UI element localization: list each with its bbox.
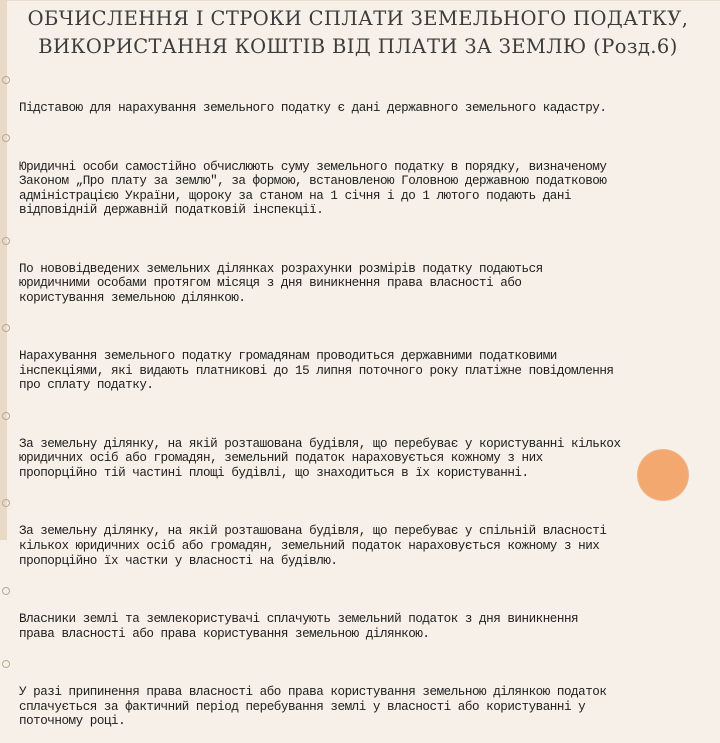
bullet-text: По нововідведених земельних ділянках розрахунки розмірів податку подаються юридичними особами протягом місяця з дня виникнення права власності або користування земельною ділянкою. (19, 261, 543, 305)
bullet-item (0, 233, 720, 321)
bullet-text: Підставою для нарахування земельного податку є дані державного земельного кадастру. (19, 101, 607, 116)
bullet-item (0, 320, 720, 408)
bullet-marker-icon (2, 76, 10, 84)
bullet-text: Власники землі та землекористувачі сплачують земельний податок з дня виникнення права власності або права користування земельною ділянкою. (19, 611, 579, 641)
slide-title: ОБЧИСЛЕННЯ І СТРОКИ СПЛАТИ ЗЕМЕЛЬНОГО ПОДАТКУ, ВИКОРИСТАННЯ КОШТІВ ВІД ПЛАТИ ЗА ЗЕМЛЮ (Розд.6) (27, 7, 689, 58)
bullet-text: За земельну ділянку, на якій розташована будівля, що перебуває у спільній власності кількох юридичних осіб або громадян, земельний податок нараховується кожному з них пропорційно їх частки у власності на будівлю. (19, 524, 607, 568)
bullet-marker-icon (2, 324, 10, 332)
bullet-item (0, 495, 720, 583)
bullet-text: Нарахування земельного податку громадянам проводиться державними податковими інспекціями, які видають платникові до 15 липня поточного року платіжне повідомлення про сплату податку. (19, 349, 614, 393)
bullet-item (0, 408, 720, 496)
bullet-marker-icon (2, 134, 10, 142)
bullet-list (0, 72, 720, 743)
bullet-marker-icon (2, 412, 10, 420)
bullet-text: Юридичні особи самостійно обчислюють суму земельного податку в порядку, визначеному Законом „Про плату за землю", за формою, встановленою Головною державною податковою адміністрацією України, щороку за станом на 1 січня і до 1 лютого подають дані відповідній державній податковій інспекції. (19, 159, 607, 218)
bullet-text: У разі припинення права власності або права користування земельною ділянкою податок сплачується за фактичний період перебування землі у власності або користуванні у поточному році. (19, 684, 607, 729)
bullet-item (0, 656, 720, 743)
bullet-marker-icon (2, 587, 10, 595)
bullet-marker-icon (2, 660, 10, 668)
bullet-marker-icon (2, 499, 10, 507)
bullet-item (0, 130, 720, 232)
bullet-item (0, 72, 720, 130)
bullet-item (0, 583, 720, 656)
bullet-text: За земельну ділянку, на якій розташована будівля, що перебуває у користуванні кількох юридичних осіб або громадян, земельний податок нараховується кожному з них пропорційно тій частині площі будівлі, що знаходиться в їх користуванні. (19, 436, 621, 481)
bullet-marker-icon (2, 237, 10, 245)
top-divider (7, 0, 720, 1)
